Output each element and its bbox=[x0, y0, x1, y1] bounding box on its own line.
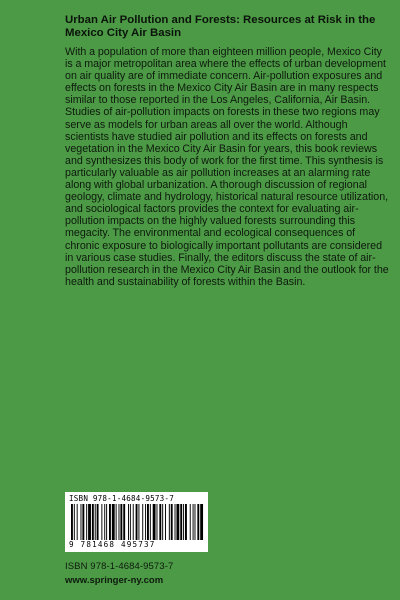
isbn-number: ISBN 978-1-4684-9573-7 bbox=[65, 561, 174, 572]
book-description: With a population of more than eighteen million people, Mexico City is a major metropolitan area where the effects of urban development on air quality are of immediate concern. Air-pollution exposures and effects on forests in the Mexico City Air Basin are in many respects similar to those reported in the Los Angeles, California, Air Basin. Studies of air-pollution impacts on forests in these two regions may serve as models for urban areas all over the world. Although scientists have studied air pollution and its effects on forests and vegetation in the Mexico City Air Basin for years, this book reviews and synthesizes this body of work for the first time. This synthesis is particularly valuable as air pollution increases at an alarming rate along with global urbanization. A thorough discussion of regional geology, climate and hydrology, historical natural resource utilization, and sociological factors provides the context for evaluating air-pollution impacts on the highly valued forests surrounding this megacity. The environmental and ecological consequences of chronic exposure to biologically important pollutants are considered in various case studies. Finally, the editors discuss the state of air-pollution research in the Mexico City Air Basin and the outlook for the health and sustainability of forests within the Basin. bbox=[65, 46, 389, 288]
barcode-isbn-label: ISBN 978-1-4684-9573-7 bbox=[69, 494, 174, 503]
barcode-digits: 9 781468 495737 bbox=[69, 540, 156, 549]
barcode bbox=[65, 492, 208, 552]
book-title: Urban Air Pollution and Forests: Resources at Risk in the Mexico City Air Basin bbox=[65, 14, 376, 39]
barcode-bars bbox=[69, 504, 204, 540]
publisher-website: www.springer-ny.com bbox=[65, 575, 164, 586]
